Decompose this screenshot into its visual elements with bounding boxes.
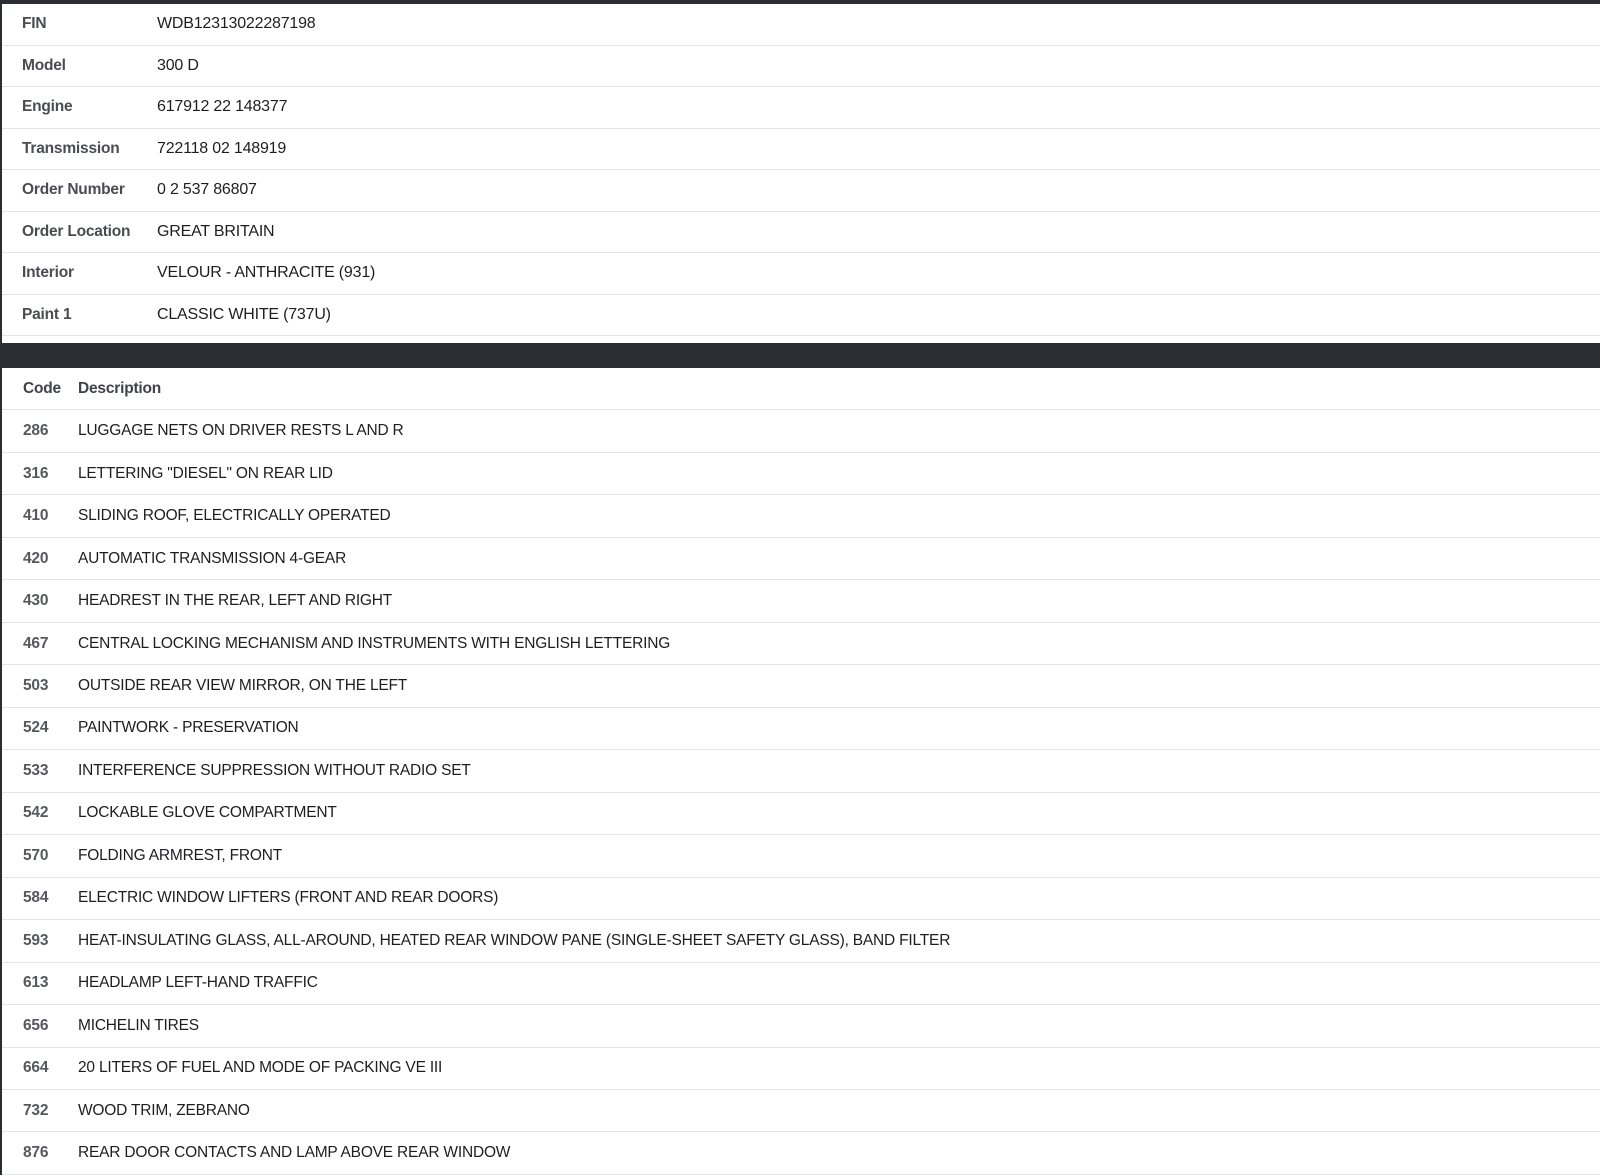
description-column-header: Description bbox=[78, 379, 162, 397]
options-header-row bbox=[2, 368, 1600, 410]
option-description: WOOD TRIM, ZEBRANO bbox=[78, 1101, 250, 1119]
equipment-codes-table bbox=[2, 368, 1600, 1175]
option-code: 533 bbox=[23, 761, 49, 779]
field-value: 722118 02 148919 bbox=[157, 139, 287, 157]
option-code-row bbox=[2, 963, 1600, 1005]
option-code: 430 bbox=[23, 592, 49, 610]
option-code-row bbox=[2, 453, 1600, 495]
option-description: SLIDING ROOF, ELECTRICALLY OPERATED bbox=[78, 507, 391, 525]
option-code: 524 bbox=[23, 719, 49, 737]
option-description: LOCKABLE GLOVE COMPARTMENT bbox=[78, 804, 337, 822]
option-description: MICHELIN TIRES bbox=[78, 1016, 199, 1034]
field-label: Order Number bbox=[22, 181, 125, 199]
option-code-row bbox=[2, 623, 1600, 665]
field-label: Model bbox=[22, 56, 66, 74]
option-code: 503 bbox=[23, 677, 49, 695]
option-code: 584 bbox=[23, 889, 49, 907]
option-description: LUGGAGE NETS ON DRIVER RESTS L AND R bbox=[78, 422, 404, 440]
option-code-row bbox=[2, 580, 1600, 622]
option-code-row bbox=[2, 495, 1600, 537]
option-code: 613 bbox=[23, 974, 49, 992]
vehicle-info-row bbox=[2, 253, 1600, 295]
option-code-row bbox=[2, 538, 1600, 580]
option-code: 656 bbox=[23, 1016, 49, 1034]
code-column-header: Code bbox=[23, 379, 61, 397]
field-label: Engine bbox=[22, 98, 73, 116]
section-divider-bar bbox=[2, 343, 1600, 368]
option-description: AUTOMATIC TRANSMISSION 4-GEAR bbox=[78, 549, 347, 567]
option-description: ELECTRIC WINDOW LIFTERS (FRONT AND REAR DOORS) bbox=[78, 889, 499, 907]
option-description: 20 LITERS OF FUEL AND MODE OF PACKING VE III bbox=[78, 1059, 443, 1077]
option-code: 316 bbox=[23, 464, 49, 482]
option-code: 664 bbox=[23, 1059, 49, 1077]
option-code: 570 bbox=[23, 846, 49, 864]
field-label: Order Location bbox=[22, 222, 131, 240]
option-description: HEADLAMP LEFT-HAND TRAFFIC bbox=[78, 974, 318, 992]
option-code: 732 bbox=[23, 1101, 49, 1119]
option-code-row bbox=[2, 1005, 1600, 1047]
field-value: 0 2 537 86807 bbox=[157, 181, 257, 199]
vehicle-info-row bbox=[2, 129, 1600, 171]
option-code-row bbox=[2, 750, 1600, 792]
field-label: Paint 1 bbox=[22, 305, 72, 323]
option-code-row bbox=[2, 665, 1600, 707]
option-code-row bbox=[2, 1048, 1600, 1090]
option-description: INTERFERENCE SUPPRESSION WITHOUT RADIO SET bbox=[78, 761, 471, 779]
option-code-row bbox=[2, 878, 1600, 920]
vehicle-info-row bbox=[2, 46, 1600, 88]
option-code-row bbox=[2, 1090, 1600, 1132]
option-description: PAINTWORK - PRESERVATION bbox=[78, 719, 299, 737]
field-value: GREAT BRITAIN bbox=[157, 222, 275, 240]
field-label: FIN bbox=[22, 15, 47, 33]
vehicle-info-row bbox=[2, 170, 1600, 212]
option-code-row bbox=[2, 1132, 1600, 1174]
option-description: FOLDING ARMREST, FRONT bbox=[78, 846, 283, 864]
option-code: 467 bbox=[23, 634, 49, 652]
option-code-row bbox=[2, 793, 1600, 835]
field-label: Interior bbox=[22, 264, 74, 282]
field-value: VELOUR - ANTHRACITE (931) bbox=[157, 264, 376, 282]
option-description: HEAT-INSULATING GLASS, ALL-AROUND, HEATED REAR WINDOW PANE (SINGLE-SHEET SAFETY GLASS), BAND FILTER bbox=[78, 931, 951, 949]
option-code: 542 bbox=[23, 804, 49, 822]
vehicle-info-table bbox=[2, 0, 1600, 336]
option-description: HEADREST IN THE REAR, LEFT AND RIGHT bbox=[78, 592, 393, 610]
vehicle-info-row bbox=[2, 87, 1600, 129]
field-label: Transmission bbox=[22, 139, 120, 157]
option-code: 876 bbox=[23, 1144, 49, 1162]
field-value: 300 D bbox=[157, 56, 199, 74]
field-value: 617912 22 148377 bbox=[157, 98, 288, 116]
option-code: 410 bbox=[23, 507, 49, 525]
vehicle-info-row bbox=[2, 212, 1600, 254]
option-code-row bbox=[2, 920, 1600, 962]
vehicle-info-row bbox=[2, 4, 1600, 46]
vehicle-info-row bbox=[2, 295, 1600, 337]
option-description: LETTERING "DIESEL" ON REAR LID bbox=[78, 464, 333, 482]
field-value: CLASSIC WHITE (737U) bbox=[157, 305, 331, 323]
field-value: WDB12313022287198 bbox=[157, 15, 316, 33]
option-code-row bbox=[2, 835, 1600, 877]
option-description: CENTRAL LOCKING MECHANISM AND INSTRUMENTS WITH ENGLISH LETTERING bbox=[78, 634, 671, 652]
option-description: OUTSIDE REAR VIEW MIRROR, ON THE LEFT bbox=[78, 677, 408, 695]
option-code: 420 bbox=[23, 549, 49, 567]
option-description: REAR DOOR CONTACTS AND LAMP ABOVE REAR WINDOW bbox=[78, 1144, 511, 1162]
option-code: 593 bbox=[23, 931, 49, 949]
option-code-row bbox=[2, 708, 1600, 750]
option-code: 286 bbox=[23, 422, 49, 440]
option-code-row bbox=[2, 410, 1600, 452]
